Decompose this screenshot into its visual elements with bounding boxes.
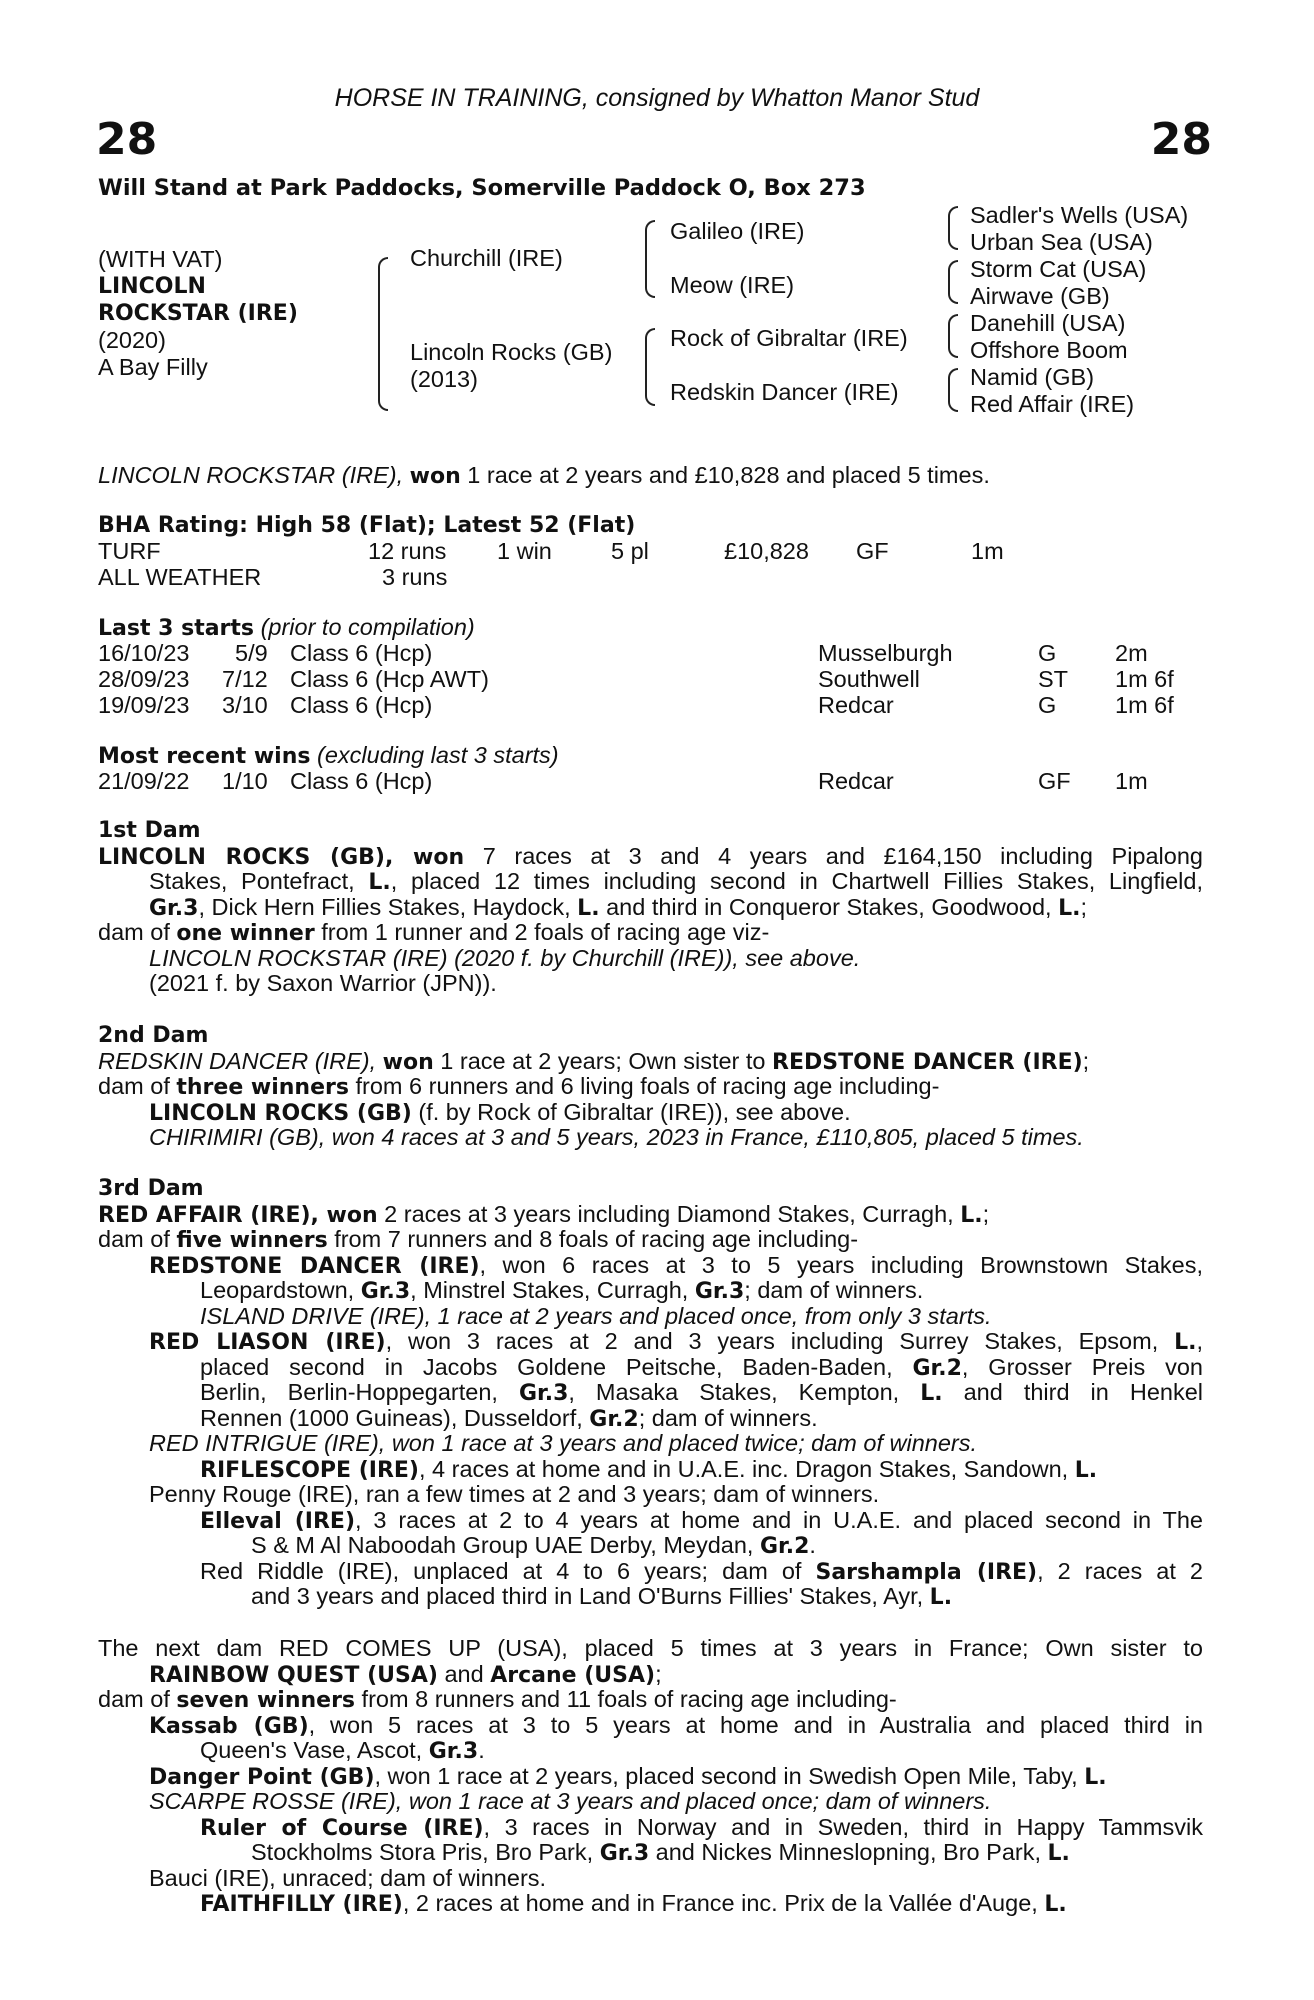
section-heading: 3rd Dam	[98, 1176, 204, 1201]
horse-name-line1: LINCOLN	[98, 274, 206, 299]
start-position: 3/10	[222, 692, 268, 718]
progeny-line: ISLAND DRIVE (IRE), 1 race at 2 years and placed once, from only 3 starts.	[200, 1302, 992, 1329]
winners-count: five winners	[176, 1228, 328, 1253]
pedigree-g8: Red Affair (IRE)	[970, 391, 1135, 417]
progeny-line	[98, 1406, 1203, 1432]
sibling-name: Arcane (USA)	[490, 1662, 656, 1688]
turf-going: GF	[856, 538, 889, 564]
dam-text: dam of	[98, 1073, 177, 1099]
bha-rating: BHA Rating: High 58 (Flat); Latest 52 (Flat)	[98, 513, 636, 538]
dam-name: LINCOLN ROCKS (GB), won	[98, 844, 465, 870]
progeny-text: , 3 races at 2 to 4 years at home and in U.A.E. and placed second in The	[355, 1506, 1204, 1533]
dam-text: , placed 12 times including second in Chartwell Fillies Stakes, Lingfield,	[390, 868, 1203, 894]
pedigree-dam-dam: Redskin Dancer (IRE)	[670, 379, 899, 405]
progeny-line	[98, 1100, 1203, 1126]
last3-heading	[98, 615, 475, 642]
progeny-text: .	[809, 1532, 816, 1558]
group-tag: Gr.3	[428, 1739, 479, 1764]
aw-label: ALL WEATHER	[98, 564, 262, 590]
progeny-name: Elleval (IRE)	[200, 1508, 356, 1534]
progeny-text: , Masaka Stakes, Kempton,	[568, 1379, 921, 1405]
progeny-text: Leopardstown,	[200, 1277, 361, 1303]
listed-tag: L.	[920, 1381, 943, 1406]
race-summary	[98, 463, 990, 490]
progeny-line	[98, 1584, 1203, 1610]
progeny-line: LINCOLN ROCKSTAR (IRE) (2020 f. by Churchill (IRE)), see above.	[149, 944, 861, 971]
start-row	[0, 641, 1314, 667]
listed-tag: L.	[1074, 1457, 1098, 1483]
pedigree-g3: Storm Cat (USA)	[970, 256, 1147, 282]
group-tag: Gr.3	[694, 1279, 745, 1304]
progeny-line	[98, 1278, 1203, 1304]
progeny-line	[98, 1380, 1203, 1406]
progeny-text: , won 3 races at 2 and 3 years including Surrey Stakes, Epsom,	[385, 1328, 1175, 1354]
win-distance: 1m	[1115, 768, 1148, 794]
progeny-name: Ruler of Course (IRE)	[200, 1815, 484, 1841]
dam-line	[98, 1662, 1203, 1688]
dam-line	[98, 1687, 1203, 1713]
summary-won: won	[409, 464, 461, 489]
dam-line	[98, 1049, 1203, 1075]
progeny-name: RIFLESCOPE (IRE)	[200, 1457, 419, 1483]
progeny-line	[98, 1559, 1203, 1585]
turf-distance: 1m	[971, 538, 1004, 564]
dam-name: RED AFFAIR (IRE), won	[98, 1202, 378, 1228]
turf-wins: 1 win	[497, 538, 552, 564]
start-date: 16/10/23	[98, 640, 190, 666]
dam-text: Stakes, Pontefract,	[149, 868, 369, 894]
progeny-line	[98, 1355, 1203, 1381]
progeny-line	[98, 1713, 1203, 1739]
dam-line	[98, 844, 1203, 870]
progeny-text: and third in Henkel	[942, 1379, 1203, 1405]
sibling-name: REDSTONE DANCER (IRE)	[772, 1049, 1083, 1075]
win-going: GF	[1038, 768, 1071, 794]
dam-name: REDSKIN DANCER (IRE),	[98, 1047, 383, 1074]
progeny-text: , won 6 races at 3 to 5 years including Brownstown Stakes,	[479, 1251, 1203, 1278]
group-tag: Gr.3	[149, 895, 199, 921]
pedigree-dam: Lincoln Rocks (GB)	[410, 339, 613, 365]
progeny-line	[98, 1815, 1203, 1841]
progeny-text: and Nickes Minneslopning, Bro Park,	[649, 1839, 1048, 1865]
listed-tag: L.	[929, 1585, 953, 1610]
progeny-text: and 3 years and placed third in Land O'Burns Fillies' Stakes, Ayr,	[251, 1583, 930, 1609]
aw-runs: 3 runs	[382, 564, 448, 590]
progeny-line	[98, 1764, 1203, 1790]
listed-tag: L.	[1044, 1892, 1067, 1917]
pedigree-g4: Airwave (GB)	[970, 283, 1110, 309]
pedigree-sire: Churchill (IRE)	[410, 245, 563, 271]
group-tag: Gr.2	[759, 1534, 810, 1559]
progeny-text: , won 5 races at 3 to 5 years at home and in Australia and placed third in	[308, 1711, 1203, 1738]
dam-line	[98, 895, 1203, 921]
start-course: Redcar	[818, 692, 894, 718]
progeny-line: Penny Rouge (IRE), ran a few times at 2 and 3 years; dam of winners.	[149, 1481, 880, 1507]
start-position: 7/12	[222, 666, 268, 692]
dam-text: dam of	[98, 1226, 177, 1252]
start-class: Class 6 (Hcp)	[290, 692, 433, 718]
dam-line	[98, 920, 1203, 946]
last3-heading-bold: Last 3 starts	[98, 616, 255, 641]
pedigree-g1: Sadler's Wells (USA)	[970, 202, 1189, 228]
progeny-name: Danger Point (GB)	[149, 1764, 375, 1790]
winners-count: three winners	[176, 1075, 349, 1100]
start-date: 19/09/23	[98, 692, 190, 718]
start-row	[0, 693, 1314, 719]
group-tag: Gr.3	[360, 1279, 411, 1304]
progeny-line	[98, 1891, 1203, 1917]
pedigree-sire-sire: Galileo (IRE)	[670, 218, 805, 244]
progeny-line	[98, 1840, 1203, 1866]
listed-tag: L.	[1047, 1841, 1070, 1866]
progeny-text: (f. by Rock of Gibraltar (IRE)), see above.	[411, 1098, 851, 1125]
start-class: Class 6 (Hcp AWT)	[290, 666, 489, 692]
progeny-line: RED INTRIGUE (IRE), won 1 race at 3 years and placed twice; dam of winners.	[149, 1430, 978, 1456]
start-course: Musselburgh	[818, 640, 953, 666]
turf-label: TURF	[98, 538, 161, 564]
recent-heading-bold: Most recent wins	[98, 744, 311, 769]
pedigree-dam-sire: Rock of Gibraltar (IRE)	[670, 325, 908, 351]
progeny-line: SCARPE ROSSE (IRE), won 1 race at 3 years and placed once; dam of winners.	[149, 1788, 992, 1814]
progeny-name: Kassab (GB)	[149, 1713, 309, 1739]
progeny-text: .	[478, 1737, 485, 1763]
recent-win-row	[0, 769, 1314, 795]
progeny-text: Red Riddle (IRE), unplaced at 4 to 6 years; dam of	[200, 1557, 816, 1584]
progeny-text: ,	[1196, 1328, 1203, 1354]
turf-row	[0, 539, 1314, 565]
last3-heading-note: (prior to compilation)	[260, 614, 475, 640]
dam-line	[98, 869, 1203, 895]
win-date: 21/09/22	[98, 768, 190, 794]
start-distance: 1m 6f	[1115, 666, 1174, 692]
start-class: Class 6 (Hcp)	[290, 640, 433, 666]
progeny-line	[98, 1738, 1203, 1764]
brace-g2	[948, 260, 958, 304]
start-going: G	[1038, 640, 1057, 666]
catalogue-subtitle: HORSE IN TRAINING, consigned by Whatton Manor Stud	[334, 84, 980, 112]
dam-text: from 6 runners and 6 living foals of racing age including-	[348, 1073, 940, 1099]
dam-text: and third in Conqueror Stakes, Goodwood,	[599, 893, 1059, 920]
progeny-text: Rennen (1000 Guineas), Dusseldorf,	[200, 1404, 590, 1431]
dam-text: dam of	[98, 1686, 177, 1712]
dam-text: 7 races at 3 and 4 years and £164,150 including Pipalong	[464, 842, 1203, 869]
second-dam-section	[98, 1023, 1203, 1151]
horse-ident	[98, 246, 298, 381]
listed-tag: L.	[1058, 895, 1081, 921]
dam-text: 2 races at 3 years including Diamond Stakes, Curragh,	[377, 1200, 961, 1227]
winners-count: seven winners	[176, 1688, 356, 1713]
vat-note: (WITH VAT)	[98, 246, 223, 272]
third-dam-section	[98, 1176, 1203, 1610]
group-tag: Gr.3	[599, 1841, 650, 1866]
recent-wins-heading	[98, 743, 559, 770]
progeny-line: CHIRIMIRI (GB), won 4 races at 3 and 5 years, 2023 in France, £110,805, placed 5 times.	[149, 1124, 1084, 1150]
progeny-line	[98, 1457, 1203, 1483]
progeny-text: , 3 races in Norway and in Sweden, third in Happy Tammsvik	[483, 1813, 1203, 1840]
dam-text: , Dick Hern Fillies Stakes, Haydock,	[198, 893, 578, 920]
turf-runs: 12 runs	[368, 538, 447, 564]
progeny-text: , 2 races at 2	[1037, 1557, 1203, 1584]
brace-dam	[645, 328, 655, 406]
stand-location: Will Stand at Park Paddocks, Somerville Paddock O, Box 273	[98, 175, 866, 201]
listed-tag: L.	[368, 870, 391, 895]
progeny-text: ; dam of winners.	[744, 1277, 924, 1303]
start-row	[0, 667, 1314, 693]
dam-text: from 7 runners and 8 foals of racing age including-	[327, 1226, 859, 1252]
progeny-name: RED LIASON (IRE)	[149, 1330, 386, 1355]
progeny-line	[98, 1533, 1203, 1559]
progeny-line	[98, 1508, 1203, 1534]
won-label: won	[382, 1049, 434, 1075]
pedigree-g2: Urban Sea (USA)	[970, 229, 1153, 255]
start-going: G	[1038, 692, 1057, 718]
progeny-text: Queen's Vase, Ascot,	[200, 1737, 429, 1763]
group-tag: Gr.2	[912, 1355, 962, 1381]
brace-g1	[948, 206, 958, 250]
progeny-text: Berlin, Berlin-Hoppegarten,	[200, 1379, 519, 1405]
progeny-line: Bauci (IRE), unraced; dam of winners.	[149, 1864, 547, 1891]
dam-text: ;	[1080, 893, 1088, 920]
start-going: ST	[1038, 666, 1069, 692]
progeny-name: Sarshampla (IRE)	[815, 1559, 1038, 1585]
pedigree-g6: Offshore Boom	[970, 337, 1128, 363]
dam-text: 1 race at 2 years; Own sister to	[433, 1047, 773, 1074]
win-position: 1/10	[222, 768, 268, 794]
dam-text: ;	[1082, 1047, 1090, 1074]
brace-gen1	[378, 257, 388, 411]
brace-g4	[948, 368, 958, 412]
group-tag: Gr.2	[589, 1406, 639, 1432]
progeny-line	[98, 1253, 1203, 1279]
progeny-text: placed second in Jacobs Goldene Peitsche, Baden-Baden,	[200, 1353, 913, 1380]
foaling-year: (2020)	[98, 327, 166, 353]
dam-text: ;	[655, 1660, 662, 1687]
progeny-name: REDSTONE DANCER (IRE)	[149, 1253, 480, 1279]
dam-text: ;	[982, 1200, 990, 1227]
pedigree-sire-dam: Meow (IRE)	[670, 272, 795, 298]
dam-line: The next dam RED COMES UP (USA), placed 5 times at 3 years in France; Own sister to	[98, 1635, 1203, 1661]
brace-sire	[645, 220, 655, 298]
lot-number-right: 28	[1150, 114, 1212, 165]
progeny-text: , 4 races at home and in U.A.E. inc. Dragon Stakes, Sandown,	[418, 1455, 1075, 1482]
pedigree-g5: Danehill (USA)	[970, 310, 1126, 336]
win-course: Redcar	[818, 768, 894, 794]
summary-text: 1 race at 2 years and £10,828 and placed 5 times.	[467, 462, 990, 488]
brace-g3	[948, 314, 958, 358]
dam-text: and	[437, 1660, 491, 1687]
progeny-line	[98, 1329, 1203, 1355]
section-heading: 2nd Dam	[98, 1023, 209, 1048]
dam-text: from 1 runner and 2 foals of racing age viz-	[314, 919, 770, 945]
turf-earnings: £10,828	[724, 538, 809, 564]
start-date: 28/09/23	[98, 666, 190, 692]
win-class: Class 6 (Hcp)	[290, 768, 433, 794]
aw-row	[0, 565, 1314, 591]
turf-placed: 5 pl	[611, 538, 649, 564]
progeny-line: (2021 f. by Saxon Warrior (JPN)).	[149, 970, 497, 996]
section-heading: 1st Dam	[98, 818, 201, 843]
dam-text: from 8 runners and 11 foals of racing age including-	[355, 1686, 897, 1712]
progeny-text: , won 1 race at 2 years, placed second in Swedish Open Mile, Taby,	[374, 1762, 1085, 1789]
recent-heading-note: (excluding last 3 starts)	[317, 742, 559, 768]
pedigree-g7: Namid (GB)	[970, 364, 1095, 390]
dam-text: dam of	[98, 919, 177, 945]
listed-tag: L.	[1084, 1764, 1107, 1790]
listed-tag: L.	[577, 895, 600, 921]
group-tag: Gr.3	[518, 1381, 569, 1406]
start-position: 5/9	[235, 640, 268, 666]
start-distance: 1m 6f	[1115, 692, 1174, 718]
progeny-text: , Minstrel Stakes, Curragh,	[410, 1277, 695, 1303]
winners-count: one winner	[176, 921, 315, 946]
sibling-name: RAINBOW QUEST (USA)	[149, 1662, 438, 1688]
progeny-text: Stockholms Stora Pris, Bro Park,	[251, 1839, 600, 1865]
dam-line	[98, 1227, 1203, 1253]
horse-name-line2: ROCKSTAR (IRE)	[98, 301, 298, 326]
first-dam-section	[98, 818, 1203, 997]
progeny-name: FAITHFILLY (IRE)	[200, 1892, 403, 1917]
pedigree-dam-year: (2013)	[410, 366, 478, 392]
lot-number-left: 28	[96, 114, 158, 165]
progeny-text: S & M Al Naboodah Group UAE Derby, Meydan,	[251, 1532, 760, 1558]
progeny-text: ; dam of winners.	[638, 1404, 818, 1431]
dam-line	[98, 1074, 1203, 1100]
start-course: Southwell	[818, 666, 920, 692]
progeny-text: , Grosser Preis von	[961, 1353, 1203, 1380]
start-distance: 2m	[1115, 640, 1148, 666]
dam-line	[98, 1202, 1203, 1228]
progeny-name: LINCOLN ROCKS (GB)	[149, 1100, 412, 1126]
next-dam-section	[98, 1636, 1203, 1917]
progeny-text: , 2 races at home and in France inc. Prix de la Vallée d'Auge,	[402, 1890, 1045, 1916]
listed-tag: L.	[1174, 1330, 1197, 1355]
horse-description: A Bay Filly	[98, 354, 208, 380]
listed-tag: L.	[960, 1202, 983, 1228]
summary-name: LINCOLN ROCKSTAR (IRE),	[98, 462, 404, 488]
